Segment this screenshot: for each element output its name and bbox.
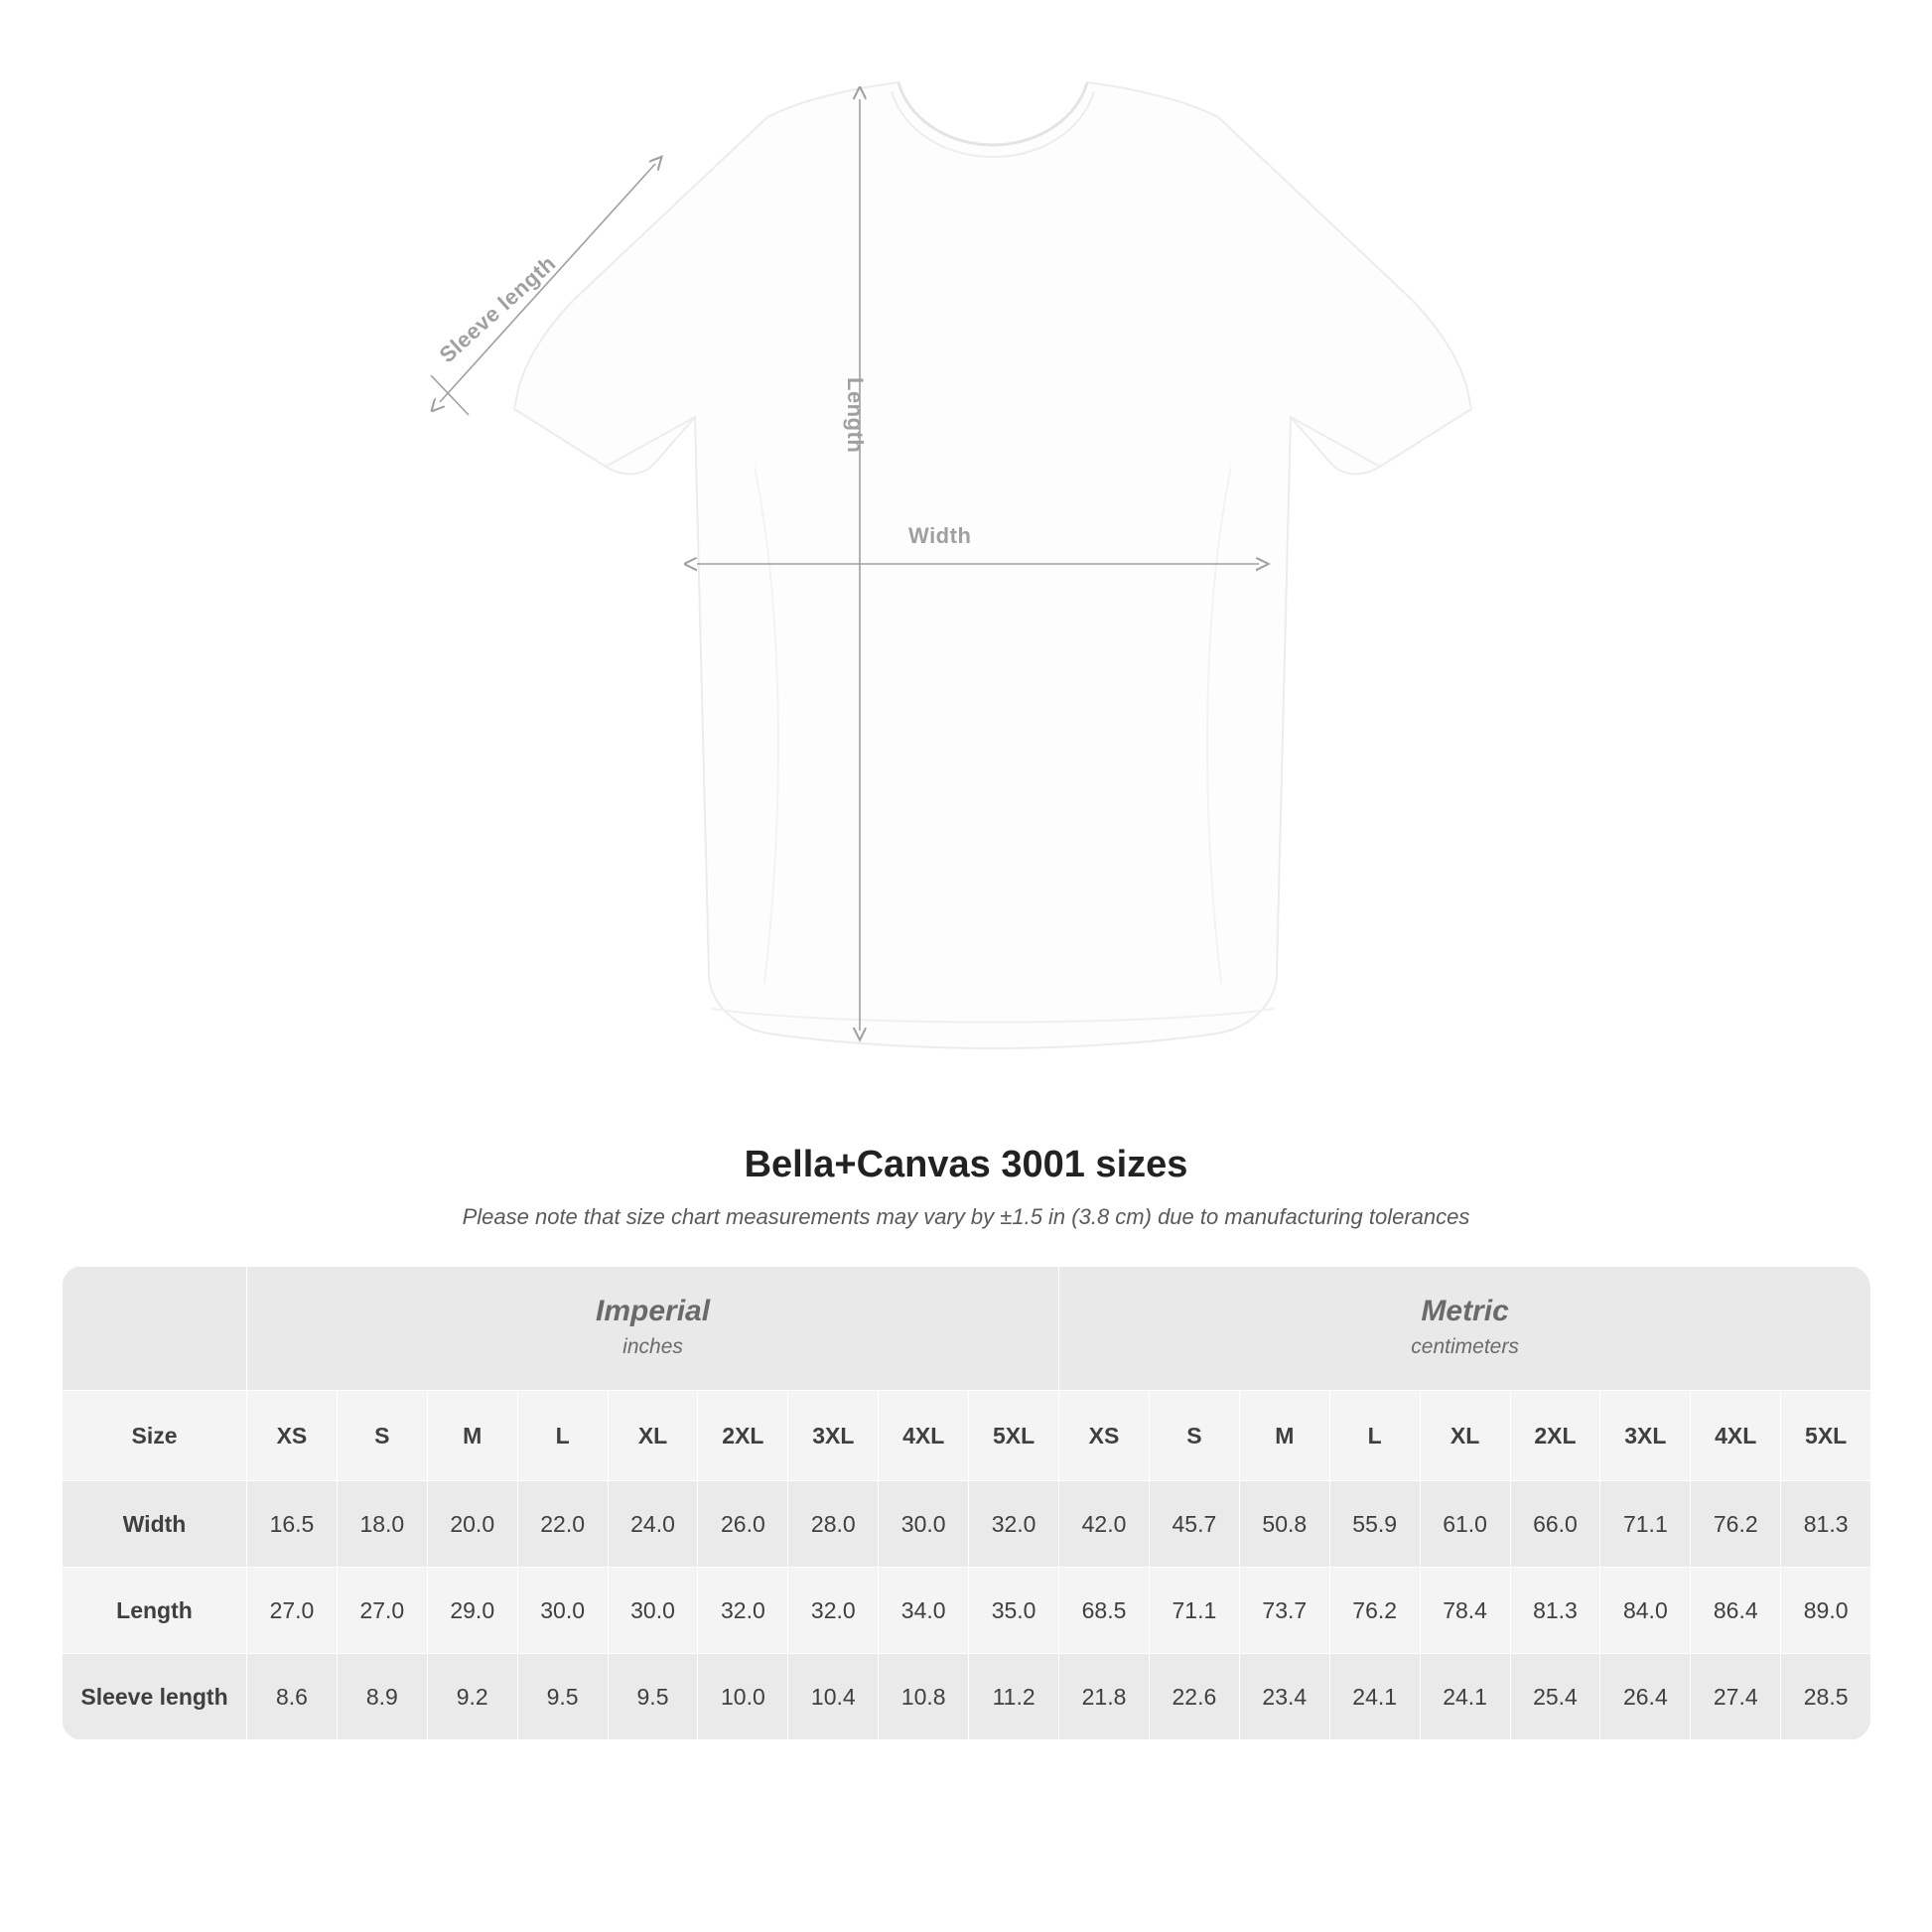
table-cell: 20.0 (427, 1481, 517, 1568)
table-cell: 10.0 (698, 1654, 788, 1740)
table-cell: 9.5 (608, 1654, 698, 1740)
size-table-wrapper (62, 1266, 1870, 1740)
table-corner-cell (63, 1267, 247, 1391)
tolerance-note: Please note that size chart measurements may vary by ±1.5 in (3.8 cm) due to manufacturing tolerances (462, 1204, 1470, 1229)
col-header-cell: M (1239, 1391, 1329, 1481)
col-header-cell: M (427, 1391, 517, 1481)
table-cell: 29.0 (427, 1568, 517, 1654)
sleeve-length-label: Sleeve length (434, 250, 561, 368)
table-cell: 42.0 (1059, 1481, 1150, 1568)
unit-group-imperial (247, 1267, 1059, 1391)
column-header-row (63, 1391, 1871, 1481)
size-table (62, 1266, 1870, 1740)
col-header-cell: 3XL (1600, 1391, 1691, 1481)
col-header-cell: XS (1059, 1391, 1150, 1481)
col-header-cell: L (1329, 1391, 1420, 1481)
col-header-cell: 2XL (1510, 1391, 1600, 1481)
table-cell: 26.4 (1600, 1654, 1691, 1740)
table-cell: 34.0 (879, 1568, 969, 1654)
table-cell: 76.2 (1691, 1481, 1781, 1568)
table-cell: 45.7 (1149, 1481, 1239, 1568)
col-header-cell: XS (247, 1391, 338, 1481)
table-cell: 35.0 (969, 1568, 1059, 1654)
table-row (63, 1568, 1871, 1654)
unit-group-metric-name: Metric (1421, 1295, 1509, 1328)
table-row (63, 1654, 1871, 1740)
table-cell: 68.5 (1059, 1568, 1150, 1654)
col-header-cell: 2XL (698, 1391, 788, 1481)
col-header-cell: 4XL (1691, 1391, 1781, 1481)
table-cell: 89.0 (1781, 1568, 1870, 1654)
width-label: Width (908, 523, 972, 548)
table-cell: 32.0 (698, 1568, 788, 1654)
table-cell: 27.0 (247, 1568, 338, 1654)
table-cell: 50.8 (1239, 1481, 1329, 1568)
table-cell: 84.0 (1600, 1568, 1691, 1654)
col-header-cell: 3XL (788, 1391, 879, 1481)
table-cell: 76.2 (1329, 1568, 1420, 1654)
table-cell: 66.0 (1510, 1481, 1600, 1568)
table-cell: 16.5 (247, 1481, 338, 1568)
table-cell: 24.1 (1329, 1654, 1420, 1740)
table-cell: 32.0 (788, 1568, 879, 1654)
row-label-length: Length (63, 1568, 247, 1654)
table-cell: 25.4 (1510, 1654, 1600, 1740)
length-label: Length (843, 377, 868, 454)
col-header-cell: S (337, 1391, 427, 1481)
table-cell: 10.8 (879, 1654, 969, 1740)
table-cell: 21.8 (1059, 1654, 1150, 1740)
col-header-cell: XL (608, 1391, 698, 1481)
page-title: Bella+Canvas 3001 sizes (744, 1144, 1188, 1185)
table-cell: 81.3 (1781, 1481, 1870, 1568)
table-cell: 78.4 (1420, 1568, 1510, 1654)
unit-group-row (63, 1267, 1871, 1391)
table-cell: 71.1 (1149, 1568, 1239, 1654)
table-cell: 28.5 (1781, 1654, 1870, 1740)
table-cell: 30.0 (879, 1481, 969, 1568)
table-cell: 28.0 (788, 1481, 879, 1568)
size-header-cell: Size (63, 1391, 247, 1481)
table-cell: 22.0 (517, 1481, 608, 1568)
title-block (0, 1144, 1932, 1230)
table-row (63, 1481, 1871, 1568)
table-cell: 61.0 (1420, 1481, 1510, 1568)
table-cell: 55.9 (1329, 1481, 1420, 1568)
table-cell: 22.6 (1149, 1654, 1239, 1740)
table-cell: 81.3 (1510, 1568, 1600, 1654)
table-cell: 8.9 (337, 1654, 427, 1740)
table-cell: 30.0 (608, 1568, 698, 1654)
unit-group-metric-sub: centimeters (1411, 1334, 1519, 1358)
col-header-cell: XL (1420, 1391, 1510, 1481)
table-cell: 27.4 (1691, 1654, 1781, 1740)
table-cell: 30.0 (517, 1568, 608, 1654)
table-cell: 24.1 (1420, 1654, 1510, 1740)
table-cell: 23.4 (1239, 1654, 1329, 1740)
unit-group-metric (1059, 1267, 1870, 1391)
tshirt-shape (514, 82, 1471, 1048)
unit-group-imperial-name: Imperial (596, 1295, 711, 1328)
table-cell: 86.4 (1691, 1568, 1781, 1654)
col-header-cell: 5XL (969, 1391, 1059, 1481)
table-cell: 71.1 (1600, 1481, 1691, 1568)
col-header-cell: S (1149, 1391, 1239, 1481)
col-header-cell: 5XL (1781, 1391, 1870, 1481)
table-cell: 9.5 (517, 1654, 608, 1740)
table-cell: 73.7 (1239, 1568, 1329, 1654)
table-cell: 10.4 (788, 1654, 879, 1740)
unit-group-imperial-sub: inches (622, 1334, 683, 1358)
table-cell: 27.0 (337, 1568, 427, 1654)
col-header-cell: L (517, 1391, 608, 1481)
table-cell: 11.2 (969, 1654, 1059, 1740)
table-cell: 9.2 (427, 1654, 517, 1740)
row-label-sleeve-length: Sleeve length (63, 1654, 247, 1740)
table-cell: 18.0 (337, 1481, 427, 1568)
col-header-cell: 4XL (879, 1391, 969, 1481)
table-cell: 24.0 (608, 1481, 698, 1568)
table-cell: 32.0 (969, 1481, 1059, 1568)
table-cell: 26.0 (698, 1481, 788, 1568)
table-cell: 8.6 (247, 1654, 338, 1740)
row-label-width: Width (63, 1481, 247, 1568)
